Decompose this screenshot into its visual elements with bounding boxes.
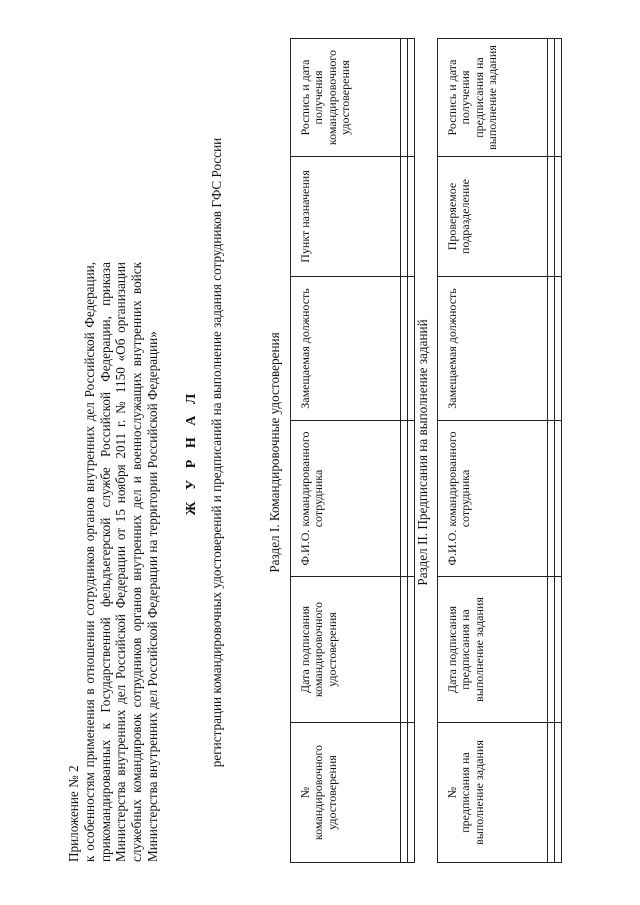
table-cell	[408, 39, 415, 157]
table-row	[555, 39, 562, 863]
column-header	[291, 723, 401, 863]
table-cell	[408, 157, 415, 277]
column-label: Роспись и дата получения командировочного удостоверения	[298, 49, 353, 146]
table-cell	[548, 277, 555, 421]
appendix-header	[66, 262, 161, 862]
column-header	[291, 277, 401, 421]
table-cell	[401, 157, 408, 277]
journal-subtitle: регистрации командировочных удостоверений и предписаний на выполнение задания сотрудников ГФС России	[209, 137, 224, 768]
table-cell	[408, 421, 415, 577]
column-label: предписания на выполнение задания	[458, 740, 486, 845]
column-label: Дата подписания предписания на выполнение задания	[445, 597, 486, 702]
table-cell	[401, 723, 408, 863]
table-header-row	[438, 39, 548, 863]
column-header	[438, 577, 548, 723]
appendix-number: Приложение № 2	[66, 765, 81, 862]
table-row	[401, 39, 408, 863]
table-cell	[555, 39, 562, 157]
column-label: Роспись и дата получения предписания на выполнение задания	[445, 45, 500, 150]
column-header	[438, 157, 548, 277]
table-cell	[401, 421, 408, 577]
column-label: Замещаемая должность	[298, 288, 312, 409]
table-cell	[548, 421, 555, 577]
column-label: Ф.И.О. командированного сотрудника	[298, 431, 326, 566]
column-header	[291, 157, 401, 277]
section1-table	[290, 38, 415, 863]
section2-title: Раздел II. Предписания на выполнение заданий	[415, 319, 430, 586]
appendix-text: к особенностям применения в отношении сотрудников органов внутренних дел Российской Федерации, прикомандированных к Государственной фельдъегерской службе Российской Федерации, приказа Министерства внутренних дел Российской Федерации от 15 ноября 2011 г. № 1150 «Об организации служебных командировок сотрудников органов внутренних дел и военнослужащих внутренних войск Министерства внутренних дел Российской Федерации на территории Российской Федерации»	[81, 262, 160, 862]
number-sign: №	[298, 786, 312, 799]
table-cell	[408, 577, 415, 723]
column-label: Проверяемое подразделение	[445, 179, 473, 254]
table-cell	[401, 577, 408, 723]
column-label: Пункт назначения	[298, 170, 312, 263]
table-cell	[408, 723, 415, 863]
table-header-row	[291, 39, 401, 863]
table-cell	[548, 723, 555, 863]
table-cell	[555, 277, 562, 421]
table-cell	[548, 157, 555, 277]
journal-title: Ж У Р Н А Л	[184, 389, 199, 516]
table-cell	[401, 277, 408, 421]
table-cell	[555, 157, 562, 277]
column-header	[438, 723, 548, 863]
table-cell	[408, 277, 415, 421]
number-sign: №	[445, 786, 459, 799]
column-header	[291, 421, 401, 577]
column-label: Замещаемая должность	[445, 288, 459, 409]
section1-title: Раздел I. Командировочные удостоверения	[267, 332, 282, 573]
table-cell	[548, 39, 555, 157]
table-cell	[548, 577, 555, 723]
section2-table	[437, 38, 562, 863]
column-label: Ф.И.О. командированного сотрудника	[445, 431, 473, 566]
column-header	[438, 39, 548, 157]
column-header	[438, 421, 548, 577]
column-label: командировочного удостоверения	[311, 744, 339, 841]
table-row	[548, 39, 555, 863]
table-cell	[555, 421, 562, 577]
table-cell	[555, 723, 562, 863]
column-header	[291, 39, 401, 157]
table-cell	[555, 577, 562, 723]
table-cell	[401, 39, 408, 157]
table-row	[408, 39, 415, 863]
column-header	[291, 577, 401, 723]
column-header	[438, 277, 548, 421]
column-label: Дата подписания командировочного удостоверения	[298, 601, 339, 698]
